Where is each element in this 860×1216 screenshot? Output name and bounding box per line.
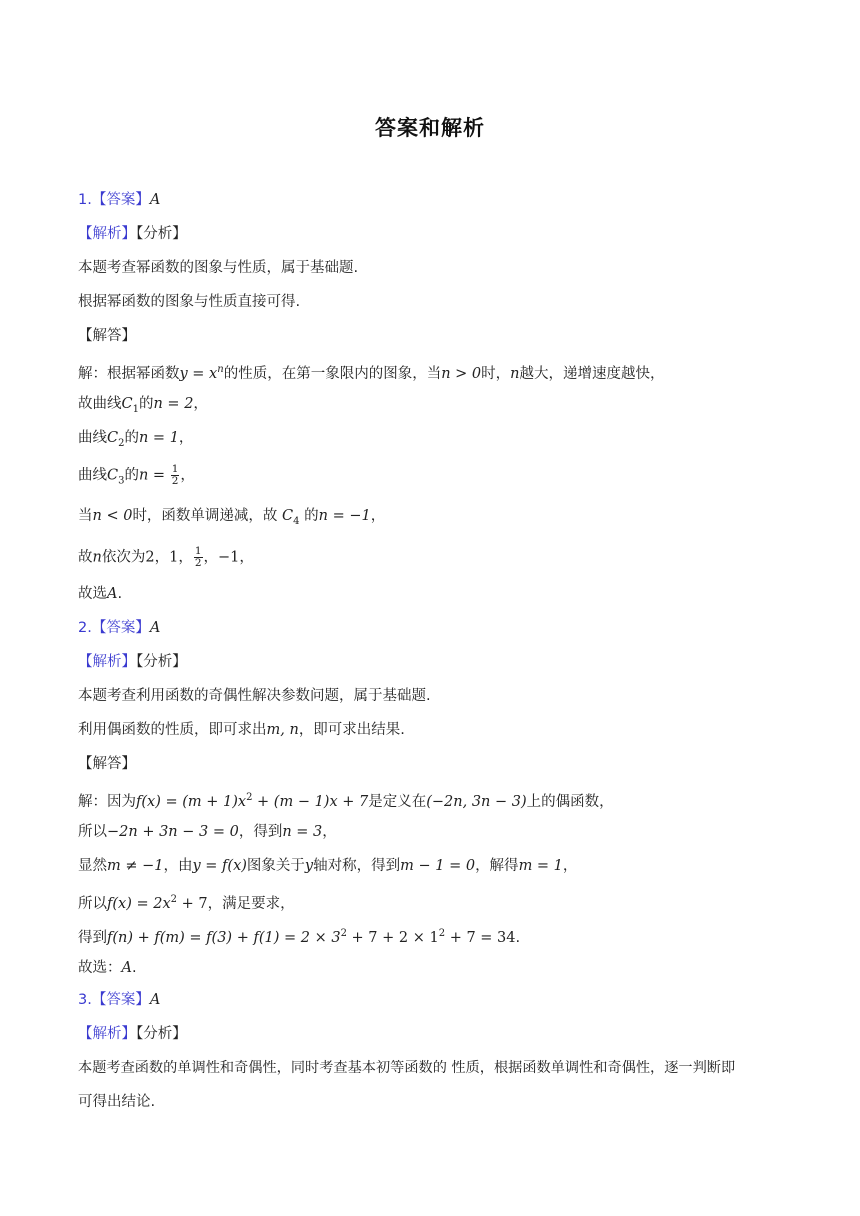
q2-jiexi-tag: 【解析】 bbox=[78, 654, 136, 670]
q1-analysis-line-1: 本题考查幂函数的图象与性质，属于基础题. bbox=[78, 260, 359, 276]
fraction-one-half: $\frac{1}{2}$ bbox=[171, 463, 179, 487]
q1-answer-value: A bbox=[149, 192, 161, 208]
q2-answer-tag: 【答案】 bbox=[91, 620, 150, 636]
q3-number: 3. bbox=[78, 992, 92, 1008]
q1-solution-line-7: 故选A. bbox=[78, 586, 123, 602]
q1-answer-line bbox=[78, 190, 160, 210]
q2-number: 2. bbox=[78, 620, 92, 636]
q3-answer-line bbox=[78, 990, 160, 1010]
q3-analysis-line-2: 可得出结论. bbox=[78, 1094, 156, 1110]
q1-solution-tag: 【解答】 bbox=[78, 328, 136, 344]
q2-solution-tag: 【解答】 bbox=[78, 756, 136, 772]
q1-analysis-line-2: 根据幂函数的图象与性质直接可得. bbox=[78, 294, 301, 310]
q2-analysis-header bbox=[78, 652, 187, 672]
q1-fenxi-tag: 【分析】 bbox=[136, 226, 187, 242]
q2-solution-line-6: 故选：A. bbox=[78, 960, 137, 976]
q1-answer-tag: 【答案】 bbox=[91, 192, 150, 208]
q2-answer-line bbox=[78, 618, 160, 638]
q2-solution-line-3: 显然m ≠ −1，由y = f(x)图象关于y轴对称，得到m − 1 = 0，解得m = 1， bbox=[78, 858, 578, 874]
q2-analysis-line-1: 本题考查利用函数的奇偶性解决参数问题，属于基础题. bbox=[78, 688, 431, 704]
q1-analysis-header bbox=[78, 224, 187, 244]
q3-answer-tag: 【答案】 bbox=[91, 992, 150, 1008]
q1-solution-line-5: 当n < 0时，函数单调递减，故 $C_4$ 的n = −1， bbox=[78, 508, 386, 527]
q1-solution-line-3: 曲线$C_2$的n = 1， bbox=[78, 430, 194, 449]
q1-solution-line-4: 曲线$C_3$的n = $\frac{1}{2}$ ， bbox=[78, 463, 195, 487]
q2-solution-line-2: 所以−2n + 3n − 3 = 0，得到n = 3， bbox=[78, 824, 337, 840]
q3-analysis-line-1: 本题考查函数的单调性和奇偶性，同时考查基本初等函数的 性质，根据函数单调性和奇偶性，逐一判断即 bbox=[78, 1060, 736, 1076]
page-title: 答案和解析 bbox=[375, 116, 485, 140]
q3-fenxi-tag: 【分析】 bbox=[136, 1026, 187, 1042]
q2-answer-value: A bbox=[149, 620, 161, 636]
q2-fenxi-tag: 【分析】 bbox=[136, 654, 187, 670]
q1-solution-line-1: 解：根据幂函数$y = x^n$的性质，在第一象限内的图象，当n > 0时，n越大，递增速度越快， bbox=[78, 364, 665, 382]
q1-solution-line-6: 故n依次为2，1， $\frac{1}{2}$ ，−1， bbox=[78, 545, 254, 569]
q1-jiexi-tag: 【解析】 bbox=[78, 226, 136, 242]
q1-number: 1. bbox=[78, 192, 92, 208]
q3-jiexi-tag: 【解析】 bbox=[78, 1026, 136, 1042]
q2-solution-line-4: 所以$f(x) = 2x^2 + 7$，满足要求， bbox=[78, 894, 295, 912]
q2-solution-line-1: 解：因为$f(x) = (m + 1)x^2 + (m - 1)x + 7$是定义在(−2n, 3n − 3)上的偶函数， bbox=[78, 792, 614, 810]
fraction-one-half: $\frac{1}{2}$ bbox=[194, 545, 202, 569]
q2-solution-line-5: 得到$f(n) + f(m) = f(3) + f(1) = 2 \times 3^2 + 7 + 2 \times 1^2 + 7 = 34$. bbox=[78, 928, 521, 946]
q3-answer-value: A bbox=[149, 992, 161, 1008]
q1-solution-line-2: 故曲线$C_1$的n = 2， bbox=[78, 396, 208, 415]
q3-analysis-header bbox=[78, 1024, 187, 1044]
q2-analysis-line-2: 利用偶函数的性质，即可求出m, n，即可求出结果. bbox=[78, 722, 405, 738]
